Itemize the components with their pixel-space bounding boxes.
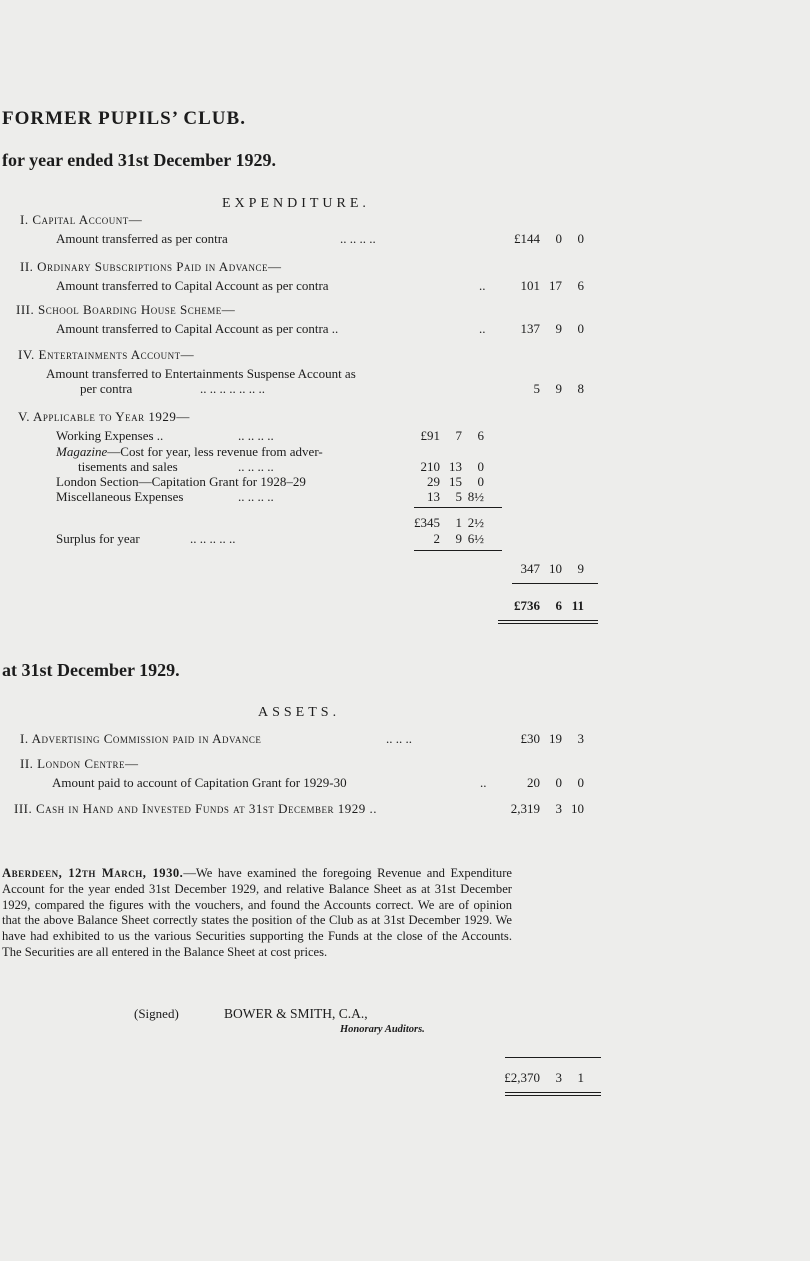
- surplus-amount: 2 9 6½: [433, 531, 484, 546]
- subtotal-rule: [414, 507, 502, 508]
- subtotal-amount: £345 1 2½: [414, 515, 484, 530]
- grand-total-rule-double-2: [498, 623, 598, 624]
- leader-dots: .. .. .. ..: [238, 459, 274, 474]
- expenditure-grand-total: £736 6 11: [514, 598, 584, 613]
- leader-dots: .. .. ..: [386, 731, 412, 746]
- club-title: FORMER PUPILS’ CLUB.: [2, 108, 246, 129]
- cash-in-hand-label: III. Cash in Hand and Invested Funds at 31st December 1929 ..: [14, 801, 377, 816]
- leader-dots: .. .. .. ..: [238, 489, 274, 504]
- london-section-label: London Section—Capitation Grant for 1928–29: [56, 474, 306, 489]
- leader-dots: ..: [480, 775, 487, 790]
- place-date: Aberdeen, 12th March, 1930.: [2, 866, 184, 880]
- advertising-commission-label: I. Advertising Commission paid in Advance: [20, 731, 262, 746]
- miscellaneous-amount: 13 5 8½: [427, 489, 484, 504]
- working-expenses-amount: £91 7 6: [420, 428, 484, 443]
- boarding-house-amount: 137 9 0: [520, 321, 584, 336]
- working-expenses-label: Working Expenses ..: [56, 428, 164, 443]
- assets-total-rule-double-1: [505, 1092, 601, 1093]
- entertainments-text-line1: Amount transferred to Entertainments Suspense Account as: [46, 366, 356, 381]
- expenditure-heading: EXPENDITURE.: [222, 196, 370, 211]
- capital-account-text: Amount transferred as per contra: [56, 231, 228, 246]
- balance-subtitle: at 31st December 1929.: [2, 660, 180, 680]
- magazine-italic: Magazine: [56, 444, 108, 459]
- period-subtitle: for year ended 31st December 1929.: [2, 150, 276, 170]
- advertising-commission-amount: £30 19 3: [520, 731, 584, 746]
- entertainments-text-line2: per contra: [80, 381, 133, 396]
- grand-total-rule-double-1: [498, 620, 598, 621]
- subscriptions-heading: II. Ordinary Subscriptions Paid in Advance—: [20, 259, 282, 274]
- leader-dots: .. .. .. ..: [340, 231, 376, 246]
- magazine-label-line2: tisements and sales: [78, 459, 178, 474]
- london-centre-heading: II. London Centre—: [20, 756, 139, 771]
- london-centre-text: Amount paid to account of Capitation Grant for 1929-30: [52, 775, 347, 790]
- leader-dots: ..: [479, 321, 486, 336]
- applicable-heading: V. Applicable to Year 1929—: [18, 409, 190, 424]
- signed-label: (Signed): [134, 1006, 179, 1021]
- leader-dots: .. .. .. ..: [238, 428, 274, 443]
- assets-heading: ASSETS.: [258, 705, 341, 720]
- cash-in-hand-amount: 2,319 3 10: [510, 801, 584, 816]
- auditors-report: [2, 866, 512, 961]
- capital-account-amount: £144 0 0: [514, 231, 584, 246]
- surplus-label: Surplus for year: [56, 531, 140, 546]
- leader-dots: ..: [479, 278, 486, 293]
- grand-total-rule-top: [512, 583, 598, 584]
- report-text: —We have examined the foregoing Revenue and Expenditure Account for the year ended 31st December 1929, and relative Balance Sheet as at 31st December 1929, compared the figures with the vouchers, and found the Accounts correct. We are of opinion that the above Balance Sheet correctly states the position of the Club as at 31st December 1929. We have had exhibited to us the various Securities supporting the Funds at the close of the Accounts. The Securities are all entered in the Balance Sheet at cost prices.: [2, 866, 512, 959]
- auditor-firm: BOWER & SMITH, C.A.,: [224, 1006, 368, 1021]
- magazine-label-line1: Magazine—Cost for year, less revenue from adver-: [56, 444, 323, 459]
- boarding-house-heading: III. School Boarding House Scheme—: [16, 302, 236, 317]
- section-total-rule: [414, 550, 502, 551]
- leader-dots: .. .. .. .. .. .. ..: [200, 381, 265, 396]
- assets-total-rule-top: [505, 1057, 601, 1058]
- subscriptions-text: Amount transferred to Capital Account as per contra: [56, 278, 329, 293]
- entertainments-amount: 5 9 8: [533, 381, 584, 396]
- leader-dots: .. .. .. .. ..: [190, 531, 236, 546]
- london-section-amount: 29 15 0: [427, 474, 484, 489]
- magazine-amount: 210 13 0: [420, 459, 484, 474]
- assets-grand-total: £2,370 3 1: [504, 1070, 584, 1085]
- auditor-role: Honorary Auditors.: [340, 1024, 425, 1035]
- entertainments-heading: IV. Entertainments Account—: [18, 347, 195, 362]
- capital-account-heading: I. Capital Account—: [20, 212, 143, 227]
- subscriptions-amount: 101 17 6: [520, 278, 584, 293]
- assets-total-rule-double-2: [505, 1095, 601, 1096]
- applicable-total-amount: 347 10 9: [520, 561, 584, 576]
- miscellaneous-label: Miscellaneous Expenses: [56, 489, 184, 504]
- london-centre-amount: 20 0 0: [527, 775, 584, 790]
- boarding-house-text: Amount transferred to Capital Account as per contra ..: [56, 321, 339, 336]
